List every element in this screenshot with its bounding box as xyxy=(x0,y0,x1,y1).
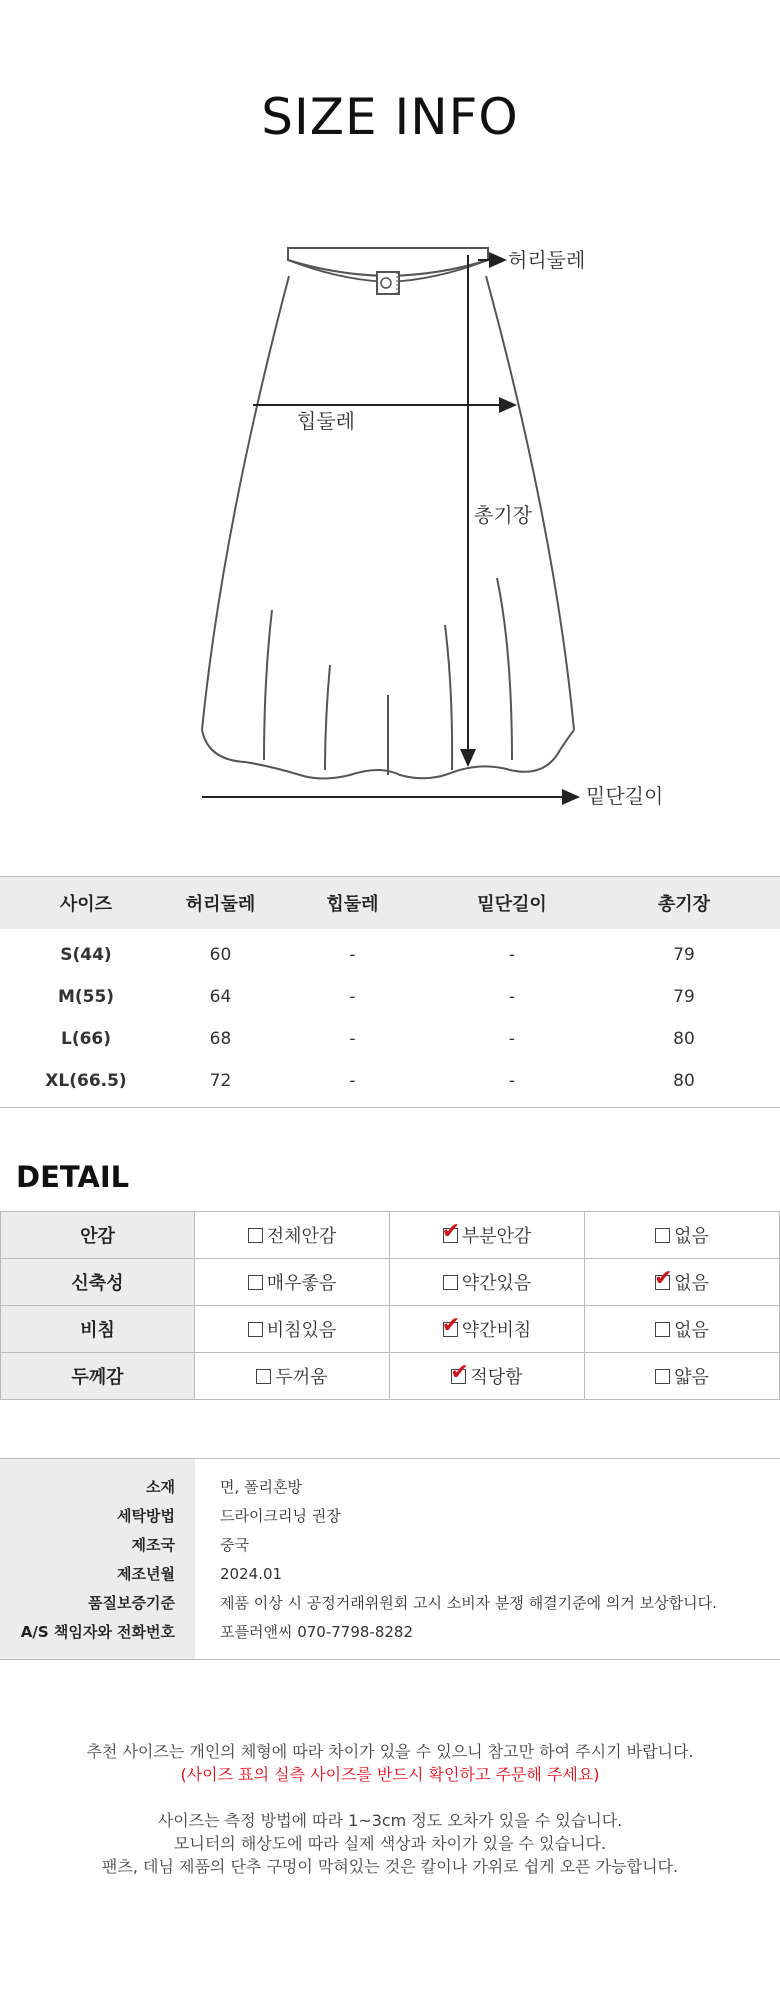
waist-cell: 68 xyxy=(209,1029,232,1049)
detail-option-label: 비침있음 xyxy=(266,1320,337,1341)
hem-cell: - xyxy=(508,945,516,965)
detail-option xyxy=(389,1212,584,1259)
detail-option-label: 없음 xyxy=(674,1273,709,1294)
detail-option-label: 없음 xyxy=(674,1226,709,1247)
col-hem: 밑단길이 xyxy=(436,877,588,930)
hem-cell: - xyxy=(436,1060,588,1108)
length-cell: 79 xyxy=(673,987,695,1007)
col-waist: 허리둘레 xyxy=(172,877,269,930)
page-title: SIZE INFO xyxy=(261,88,519,146)
detail-row-label: 두께감 xyxy=(1,1353,195,1400)
checkbox-icon xyxy=(655,1369,670,1384)
hip-cell: - xyxy=(269,1060,436,1108)
detail-row xyxy=(1,1353,780,1400)
detail-table xyxy=(0,1211,780,1400)
info-row xyxy=(0,1459,780,1502)
info-label: 제조국 xyxy=(0,1530,195,1559)
detail-option-label: 부분안감 xyxy=(461,1226,532,1247)
size-notes xyxy=(0,1740,780,1878)
size-table-header xyxy=(0,877,780,930)
col-hip: 힙둘레 xyxy=(269,877,436,930)
checked-box-icon xyxy=(441,1313,461,1338)
info-row xyxy=(0,1530,780,1559)
note-line: 팬츠, 데님 제품의 단추 구멍이 막혀있는 것은 칼이나 가위로 쉽게 오픈 가능합니다. xyxy=(101,1857,679,1876)
detail-option-label: 매우좋음 xyxy=(266,1273,337,1294)
waist-label: 허리둘레 xyxy=(508,248,586,272)
col-size: 사이즈 xyxy=(0,877,172,930)
size-cell: XL(66.5) xyxy=(0,1060,172,1108)
note-line: 사이즈는 측정 방법에 따라 1~3cm 정도 오차가 있을 수 있습니다. xyxy=(157,1811,623,1830)
detail-option-label: 없음 xyxy=(674,1320,709,1341)
info-value: 포플러앤씨 070-7798-8282 xyxy=(220,1623,414,1641)
checkbox-icon xyxy=(443,1275,458,1290)
info-label: A/S 책임자와 전화번호 xyxy=(0,1617,195,1660)
detail-option-label: 얇음 xyxy=(674,1367,709,1388)
hip-cell: - xyxy=(349,1029,356,1049)
size-cell: S(44) xyxy=(60,945,112,965)
detail-option xyxy=(389,1353,584,1400)
table-row xyxy=(0,929,780,976)
info-value: 제품 이상 시 공정거래위원회 고시 소비자 분쟁 해결기준에 의거 보상합니다. xyxy=(220,1594,717,1612)
info-row xyxy=(0,1588,780,1617)
detail-option-label: 전체안감 xyxy=(266,1226,337,1247)
info-row xyxy=(0,1559,780,1588)
hip-cell: - xyxy=(349,945,356,965)
detail-option xyxy=(584,1353,779,1400)
hem-label: 밑단길이 xyxy=(586,784,664,808)
info-label: 품질보증기준 xyxy=(0,1588,195,1617)
info-row xyxy=(0,1617,780,1660)
checkbox-icon xyxy=(655,1322,670,1337)
hip-cell: - xyxy=(349,987,356,1007)
checked-box-icon xyxy=(450,1360,469,1385)
product-info-table xyxy=(0,1458,780,1660)
info-label: 소재 xyxy=(0,1459,195,1502)
detail-row xyxy=(1,1306,780,1353)
checkbox-icon xyxy=(655,1228,670,1243)
check-mark-icon: ✔ xyxy=(441,1219,461,1244)
detail-option-label: 두꺼움 xyxy=(275,1367,328,1388)
checked-box-icon xyxy=(441,1219,461,1244)
length-cell: 80 xyxy=(588,1060,780,1108)
checkbox-icon xyxy=(248,1228,263,1243)
note-line: 추천 사이즈는 개인의 체형에 따라 차이가 있을 수 있으니 참고만 하여 주시기 바랍니다. xyxy=(86,1742,694,1761)
col-length: 총기장 xyxy=(588,877,780,930)
detail-option xyxy=(584,1306,779,1353)
info-label: 세탁방법 xyxy=(0,1501,195,1530)
info-label: 제조년월 xyxy=(0,1559,195,1588)
detail-option xyxy=(194,1259,389,1306)
detail-row-label: 안감 xyxy=(1,1212,195,1259)
waist-cell: 64 xyxy=(209,987,232,1007)
note-line: 모니터의 해상도에 따라 실제 색상과 차이가 있을 수 있습니다. xyxy=(173,1834,607,1853)
detail-option xyxy=(389,1306,584,1353)
detail-title: DETAIL xyxy=(16,1160,130,1194)
check-mark-icon: ✔ xyxy=(441,1313,461,1338)
waist-cell: 72 xyxy=(172,1060,269,1108)
length-cell: 79 xyxy=(673,945,695,965)
detail-option-label: 적당함 xyxy=(470,1367,523,1388)
detail-row-label: 비침 xyxy=(1,1306,195,1353)
check-mark-icon: ✔ xyxy=(654,1266,673,1291)
waist-cell: 60 xyxy=(209,945,232,965)
info-value: 중국 xyxy=(220,1536,249,1554)
size-table xyxy=(0,876,780,1108)
hem-cell: - xyxy=(508,1029,516,1049)
checkbox-icon xyxy=(256,1369,271,1384)
note-warning: (사이즈 표의 실측 사이즈를 반드시 확인하고 주문해 주세요) xyxy=(180,1765,600,1784)
detail-option xyxy=(194,1353,389,1400)
table-row xyxy=(0,976,780,1018)
info-value: 면, 폴리혼방 xyxy=(220,1478,302,1496)
info-row xyxy=(0,1501,780,1530)
detail-option-label: 약간비침 xyxy=(461,1320,532,1341)
check-mark-icon: ✔ xyxy=(450,1360,469,1385)
total-length-label: 총기장 xyxy=(474,503,532,527)
hem-cell: - xyxy=(508,987,516,1007)
info-value: 드라이크리닝 권장 xyxy=(220,1507,341,1525)
detail-row xyxy=(1,1259,780,1306)
checked-box-icon xyxy=(654,1266,673,1291)
detail-option xyxy=(584,1259,779,1306)
table-row xyxy=(0,1060,780,1108)
detail-row-label: 신축성 xyxy=(1,1259,195,1306)
detail-option xyxy=(194,1306,389,1353)
checkbox-icon xyxy=(248,1275,263,1290)
length-cell: 80 xyxy=(673,1029,695,1049)
detail-option xyxy=(194,1212,389,1259)
detail-option xyxy=(584,1212,779,1259)
detail-option xyxy=(389,1259,584,1306)
hip-label: 힙둘레 xyxy=(297,409,355,433)
skirt-diagram xyxy=(0,230,780,830)
info-value: 2024.01 xyxy=(220,1564,283,1583)
detail-option-label: 약간있음 xyxy=(461,1273,532,1294)
size-cell: L(66) xyxy=(60,1029,112,1049)
checkbox-icon xyxy=(248,1322,263,1337)
table-row xyxy=(0,1018,780,1060)
size-cell: M(55) xyxy=(57,987,115,1007)
detail-row xyxy=(1,1212,780,1259)
